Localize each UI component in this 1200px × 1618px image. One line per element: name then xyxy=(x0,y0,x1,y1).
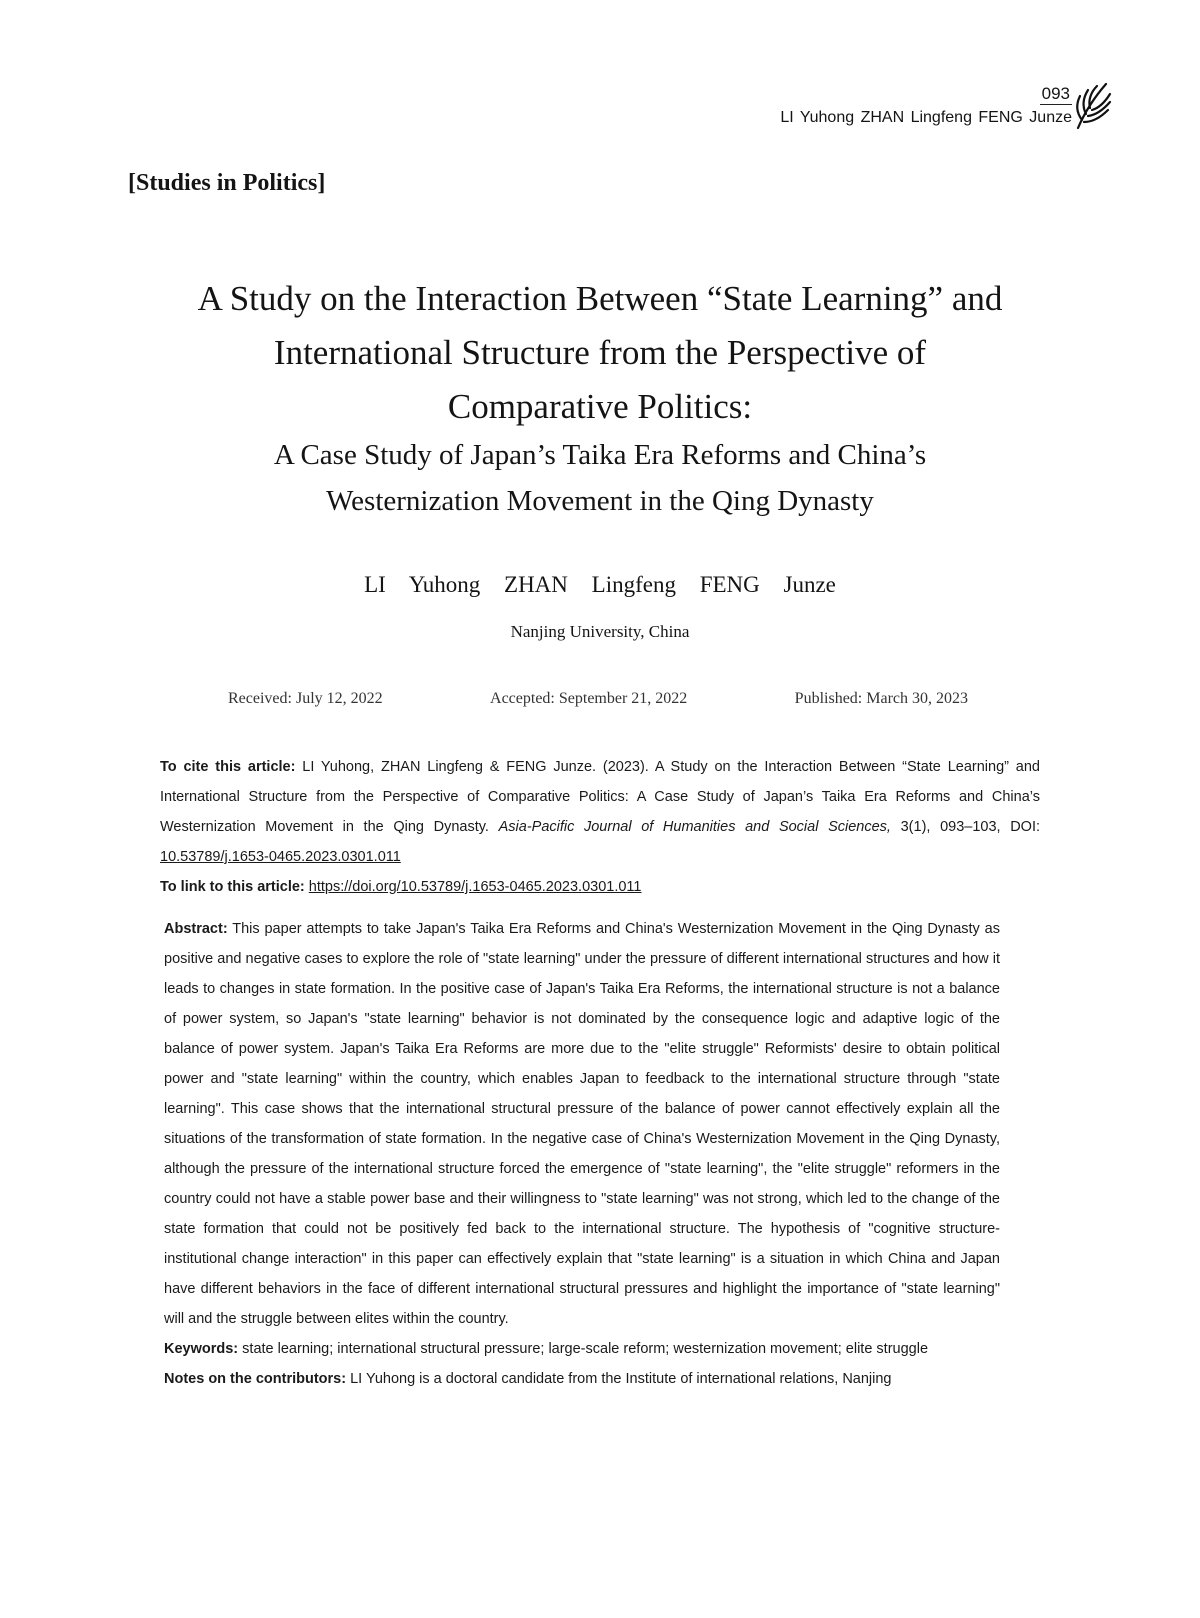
abstract-text: This paper attempts to take Japan's Taika Era Reforms and China's Westernization Movement in the Qing Dynasty as positive and negative cases to explore the role of "state learning" under the pressure of different international structures and how it leads to changes in state formation. In the positive case of Japan's Taika Era Reforms, the international structure is not a balance of power system, so Japan's "state learning" behavior is not dominated by the consequence logic and adaptive logic of the balance of power system. Japan's Taika Era Reforms are more due to the "elite struggle" Reformists' desire to obtain political power and "state learning" within the country, which enables Japan to feedback to the international structure through "state learning". This case shows that the international structural pressure of the balance of power cannot effectively explain all the situations of the transformation of state formation. In the negative case of China's Westernization Movement in the Qing Dynasty, although the pressure of the international structure forced the emergence of "state learning", the "elite struggle" reformers in the country could not have a stable power base and their willingness to "state learning" was not strong, which led to the change of the state formation that could not be positively fed back to the international structure. The hypothesis of "cognitive structure-institutional change interaction" in this paper can effectively explain that "state learning" is a situation in which China and Japan have different behaviors in the face of different international structural pressures and highlight the importance of "state learning" will and the struggle between elites within the country. xyxy=(164,921,1000,1327)
contributors-label: Notes on the contributors: xyxy=(164,1371,347,1387)
publication-dates xyxy=(228,690,968,708)
affiliation: Nanjing University, China xyxy=(510,622,690,641)
published-date: Published: March 30, 2023 xyxy=(794,690,968,707)
author-list xyxy=(100,572,1100,598)
contributors-text: LI Yuhong is a doctoral candidate from the Institute of international relations, Nanjing xyxy=(350,1371,892,1387)
keywords-label: Keywords: xyxy=(164,1341,239,1357)
cite-label: To cite this article: xyxy=(160,759,296,775)
cite-paragraph xyxy=(124,752,1040,872)
subtitle-line: A Case Study of Japan’s Taika Era Reforms and China’s xyxy=(273,439,927,471)
section-label: [Studies in Politics] xyxy=(128,170,326,196)
contributors-paragraph xyxy=(164,1364,1000,1394)
keywords-text: state learning; international structural pressure; large-scale reform; westernization movement; elite struggle xyxy=(242,1341,929,1357)
keywords-paragraph xyxy=(164,1334,1000,1364)
title-line: Comparative Politics: xyxy=(447,387,753,426)
article-url-link[interactable]: https://doi.org/10.53789/j.1653-0465.2023.0301.011 xyxy=(308,879,642,895)
journal-name: Asia-Pacific Journal of Humanities and Social Sciences, xyxy=(498,819,891,835)
received-date: Received: July 12, 2022 xyxy=(228,690,383,707)
abstract-block xyxy=(164,914,1000,1394)
link-label: To link to this article: xyxy=(160,879,305,895)
page-number: 093 xyxy=(1041,84,1070,103)
article-subtitle xyxy=(100,432,1100,524)
abstract-label: Abstract: xyxy=(164,921,228,937)
article-title xyxy=(100,272,1100,434)
subtitle-line: Westernization Movement in the Qing Dynasty xyxy=(326,485,874,517)
running-header xyxy=(780,84,1072,127)
citation-block xyxy=(124,752,1040,902)
link-paragraph xyxy=(124,872,1040,902)
volume-pages: 3(1), 093–103, xyxy=(900,819,1001,835)
author-name: LI Yuhong xyxy=(364,572,481,597)
title-line: A Study on the Interaction Between “State Learning” and xyxy=(197,279,1003,318)
running-header-authors: LI Yuhong ZHAN Lingfeng FENG Junze xyxy=(780,109,1072,126)
cite-text: LI Yuhong, ZHAN Lingfeng & FENG Junze. (2023). A Study on the Interaction Between “State Learning” and International Structure from the Perspective of Comparative Politics: A Case Study of Japan’s Taika Era Reforms and China’s Westernization Movement in the Qing Dynasty. xyxy=(160,759,1040,835)
doi-label: DOI: xyxy=(1010,819,1041,835)
doi-link[interactable]: 10.53789/j.1653-0465.2023.0301.011 xyxy=(160,849,401,865)
accepted-date: Accepted: September 21, 2022 xyxy=(490,690,688,707)
leaf-logo-icon xyxy=(1070,80,1114,132)
author-name: ZHAN Lingfeng xyxy=(504,572,676,597)
author-name: FENG Junze xyxy=(699,572,836,597)
title-line: International Structure from the Perspective of xyxy=(273,333,927,372)
abstract-paragraph xyxy=(164,914,1000,1334)
